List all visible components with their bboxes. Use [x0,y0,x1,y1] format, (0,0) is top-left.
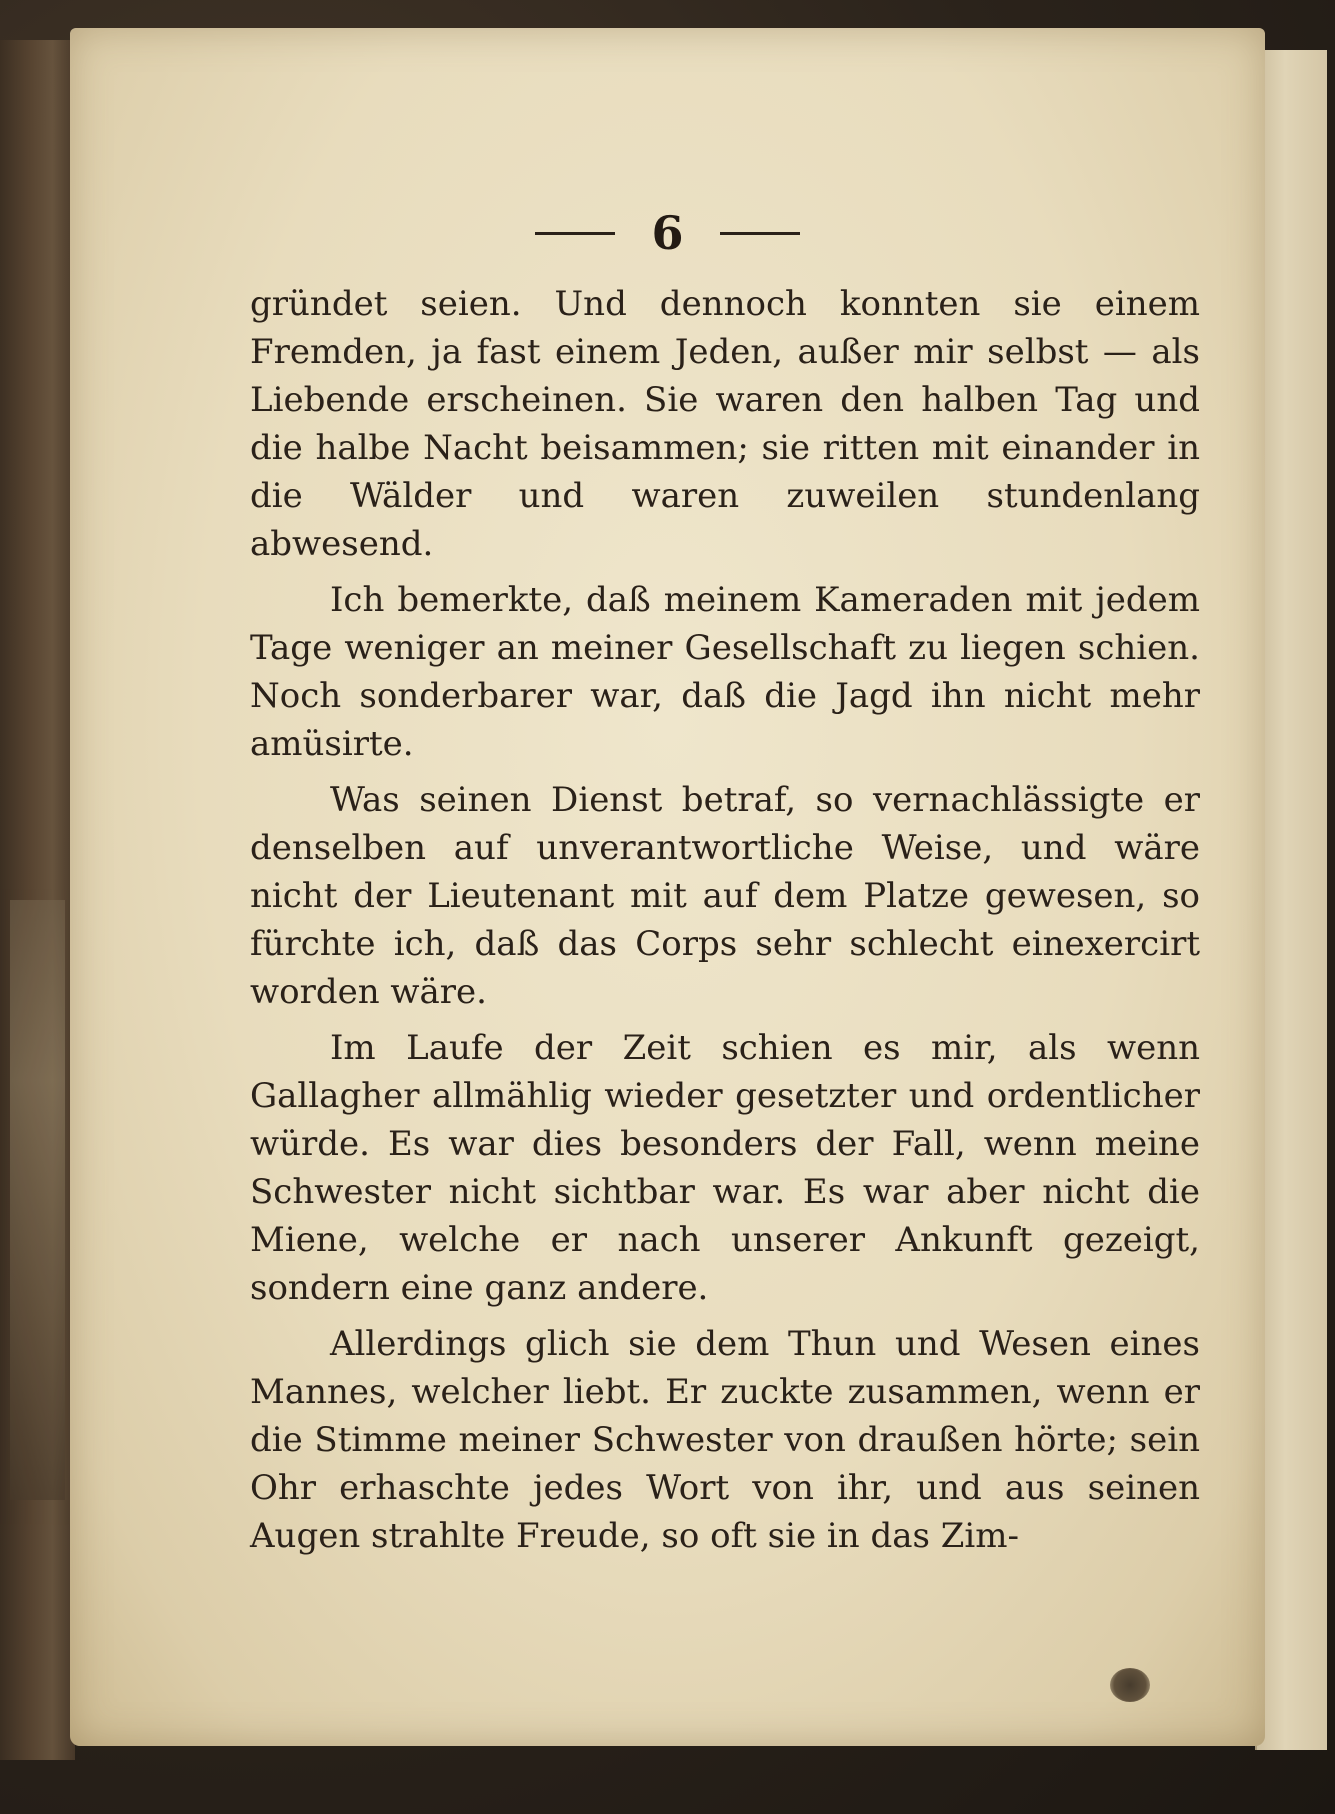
header-rule-left [535,232,615,235]
paragraph-4: Im Laufe der Zeit schien es mir, als wenn Gallagher allmählig wieder gesetzter und ordentlicher würde. Es war dies besonders der Fall, wenn meine Schwester nicht sichtbar war. Es war aber nicht die Miene, welche er nach unserer Ankunft gezeigt, sondern eine ganz andere. [250,1028,1200,1308]
body-text [250,280,1200,1568]
paragraph-5: Allerdings glich sie dem Thun und Wesen eines Mannes, welcher liebt. Er zuckte zusammen, wenn er die Stimme meiner Schwester von draußen hörte; sein Ohr erhaschte jedes Wort von ihr, und aus seinen Augen strahlte Freude, so oft sie in das Zim- [250,1324,1200,1556]
cover-edge-left [0,40,75,1760]
page-number: 6 [651,206,684,260]
paragraph-2: Ich bemerkte, daß meinem Kameraden mit jedem Tage weniger an meiner Gesellschaft zu liegen schien. Noch sonderbarer war, daß die Jagd ihn nicht mehr amüsirte. [250,580,1200,764]
book-page [70,28,1265,1746]
header-rule-right [720,232,800,235]
paragraph-3: Was seinen Dienst betraf, so vernachlässigte er denselben auf unverantwortliche Weise, und wäre nicht der Lieutenant mit auf dem Platze gewesen, so fürchte ich, daß das Corps sehr schlecht einexercirt worden wäre. [250,780,1200,1012]
ink-stain [1110,1668,1150,1702]
facing-page-edge [1255,50,1327,1750]
paragraph-1: gründet seien. Und dennoch konnten sie einem Fremden, ja fast einem Jeden, außer mir selbst — als Liebende erscheinen. Sie waren den halben Tag und die halbe Nacht beisammen; sie ritten mit einander in die Wälder und waren zuweilen stundenlang abwesend. [250,284,1200,564]
page-header [70,203,1265,263]
